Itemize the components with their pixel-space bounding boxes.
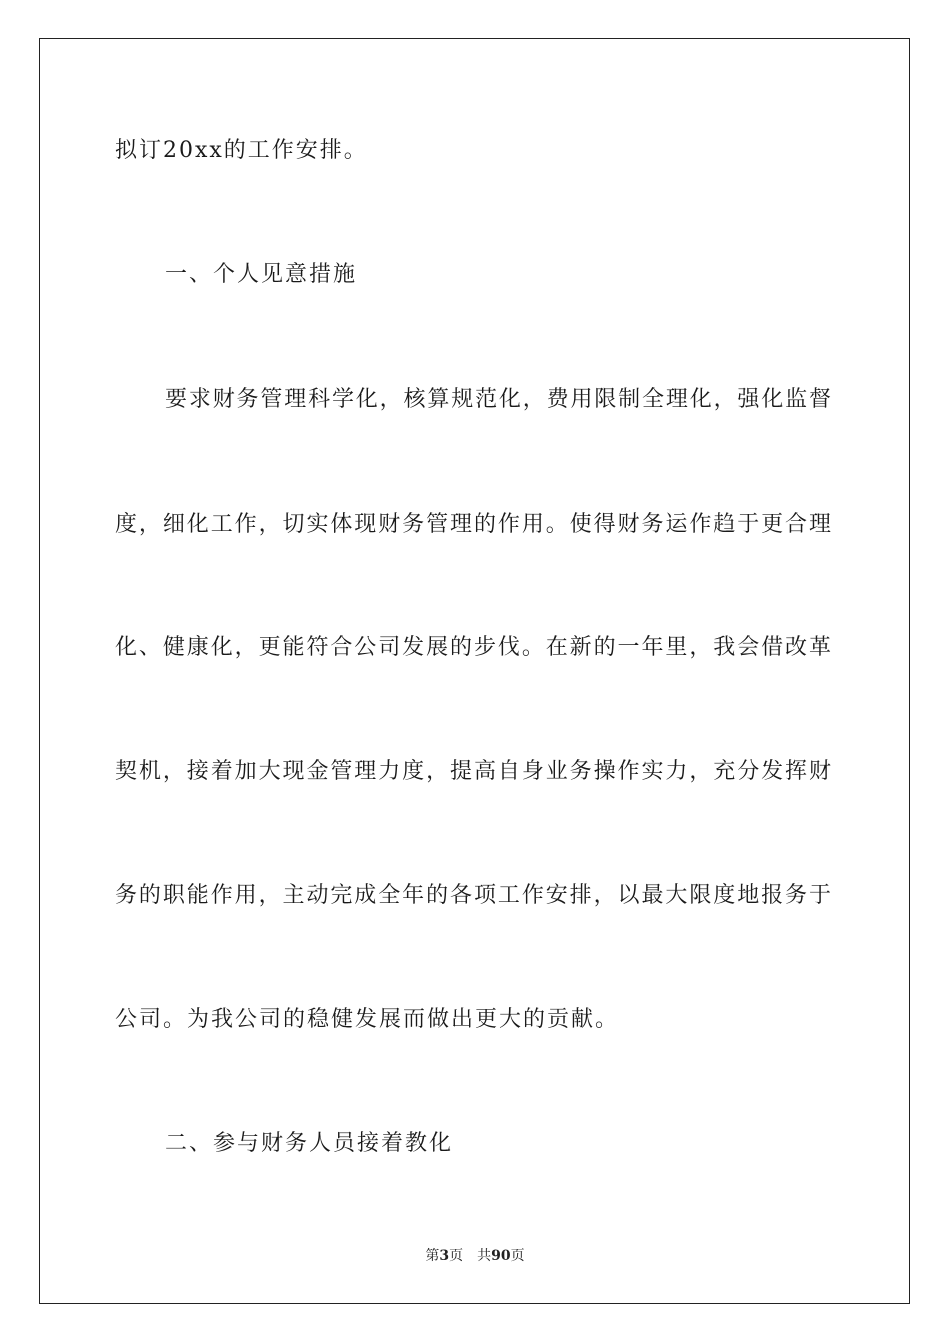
- footer-total-suffix: 页: [510, 1248, 525, 1264]
- footer-page-suffix: 页: [449, 1248, 464, 1264]
- section-heading-1: 一、个人见意措施: [165, 262, 358, 287]
- page-border: [39, 38, 910, 1304]
- footer-total-prefix: 共: [477, 1248, 492, 1264]
- footer-page-number: 3: [439, 1248, 450, 1264]
- paragraph-line-6: 公司。为我公司的稳健发展而做出更大的贡献。: [115, 1007, 620, 1032]
- paragraph-line-3: 化、健康化，更能符合公司发展的步伐。在新的一年里，我会借改革: [115, 635, 831, 660]
- section-heading-2: 二、参与财务人员接着教化: [165, 1131, 454, 1156]
- footer-page-prefix: 第: [425, 1248, 440, 1264]
- paragraph-line-1: 要求财务管理科学化，核算规范化，费用限制全理化，强化监督: [165, 387, 831, 412]
- footer-total-pages: 90: [491, 1248, 511, 1264]
- page-footer: [0, 1245, 950, 1265]
- paragraph-line-4: 契机，接着加大现金管理力度，提高自身业务操作实力，充分发挥财: [115, 759, 831, 784]
- text-line-1: 拟订20xx的工作安排。: [115, 138, 368, 163]
- paragraph-line-5: 务的职能作用，主动完成全年的各项工作安排，以最大限度地报务于: [115, 883, 831, 908]
- paragraph-line-2: 度，细化工作，切实体现财务管理的作用。使得财务运作趋于更合理: [115, 512, 831, 537]
